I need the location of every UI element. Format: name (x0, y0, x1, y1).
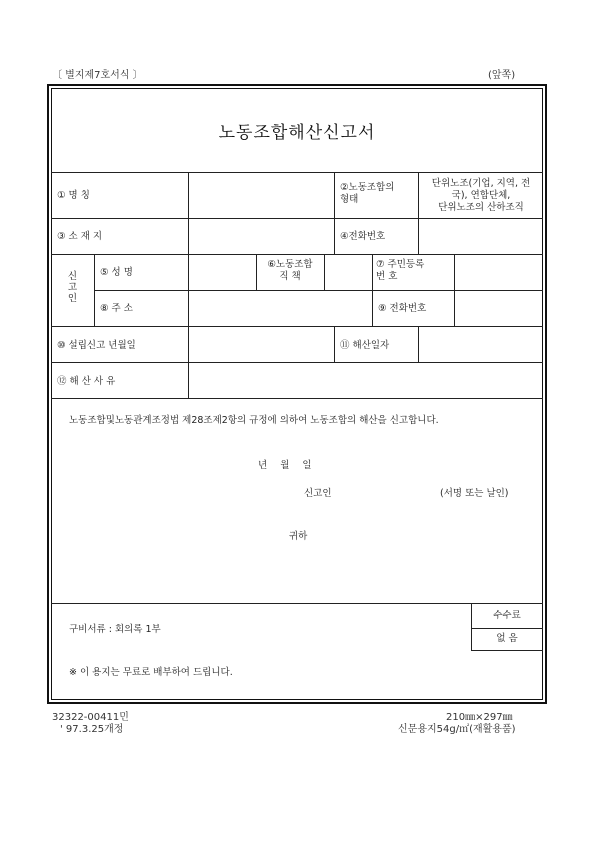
col-divider (94, 254, 95, 326)
row-divider (51, 326, 543, 327)
row-divider (51, 398, 543, 399)
paper-type: 신문용지54g/㎡(재활용품) (398, 724, 516, 735)
col-divider (454, 254, 455, 326)
row-divider (94, 290, 543, 291)
free-distribution-notice: ※ 이 용지는 무료로 배부하여 드립니다. (69, 667, 233, 678)
revision-date: ' 97.3.25개정 (60, 724, 124, 735)
date-line: 년 월 일 (258, 460, 312, 471)
col-divider (188, 172, 189, 398)
col-divider (324, 254, 325, 290)
row-divider (51, 172, 543, 173)
form-number: 〔 별지제7호서식 〕 (52, 70, 143, 81)
col-divider (372, 254, 373, 326)
signature-label: (서명 또는 날인) (440, 488, 509, 499)
label-name-text: ① 명 칭 (57, 190, 90, 201)
row-divider (51, 218, 543, 219)
label-dissolution-date: ⑪ 해산일자 (340, 340, 390, 351)
paper-size: 210㎜×297㎜ (446, 712, 513, 723)
label-address: ③ 소 재 지 (57, 231, 103, 242)
row-divider (51, 254, 543, 255)
fee-divider (471, 628, 543, 629)
form-title: 노동조합해산신고서 (218, 123, 376, 143)
reporter-label: 신고인 (304, 488, 332, 499)
col-divider (256, 254, 257, 290)
fee-value: 없 음 (496, 633, 518, 644)
label-reporter: 신 고 인 (67, 271, 78, 304)
page-side-label: (앞쪽) (488, 70, 516, 81)
col-divider (418, 326, 419, 362)
label-person-phone: ⑨ 전화번호 (378, 303, 427, 314)
label-name (57, 190, 183, 202)
label-phone: ④전화번호 (340, 231, 386, 242)
recipient-label: 귀하 (289, 531, 308, 542)
label-person-address: ⑧ 주 소 (100, 303, 133, 314)
label-person-name: ⑤ 성 명 (100, 267, 133, 278)
fee-divider (471, 650, 543, 651)
col-divider (334, 172, 335, 254)
label-dissolution-reason: ⑫ 해 산 사 유 (57, 376, 116, 387)
label-resident-number: ⑦ 주민등록 번 호 (376, 259, 425, 282)
union-type-options: 단위노조(기업, 지역, 전 국), 연합단체, 단위노조의 산하조직 (431, 178, 531, 213)
col-divider (418, 172, 419, 254)
col-divider (334, 326, 335, 362)
fee-label: 수수료 (493, 610, 521, 621)
required-documents: 구비서류 : 회의록 1부 (69, 624, 161, 635)
row-divider (51, 603, 543, 604)
row-divider (51, 362, 543, 363)
form-code: 32322-00411민 (52, 712, 129, 723)
statement-text: 노동조합및노동관계조정법 제28조제2항의 규정에 의하여 노동조합의 해산을 신고합니다. (69, 415, 439, 426)
label-union-type: ②노동조합의 형태 (340, 182, 395, 205)
label-position: ⑥노동조합 직 책 (267, 259, 313, 282)
label-established-date: ⑩ 설립신고 년월일 (57, 340, 136, 351)
